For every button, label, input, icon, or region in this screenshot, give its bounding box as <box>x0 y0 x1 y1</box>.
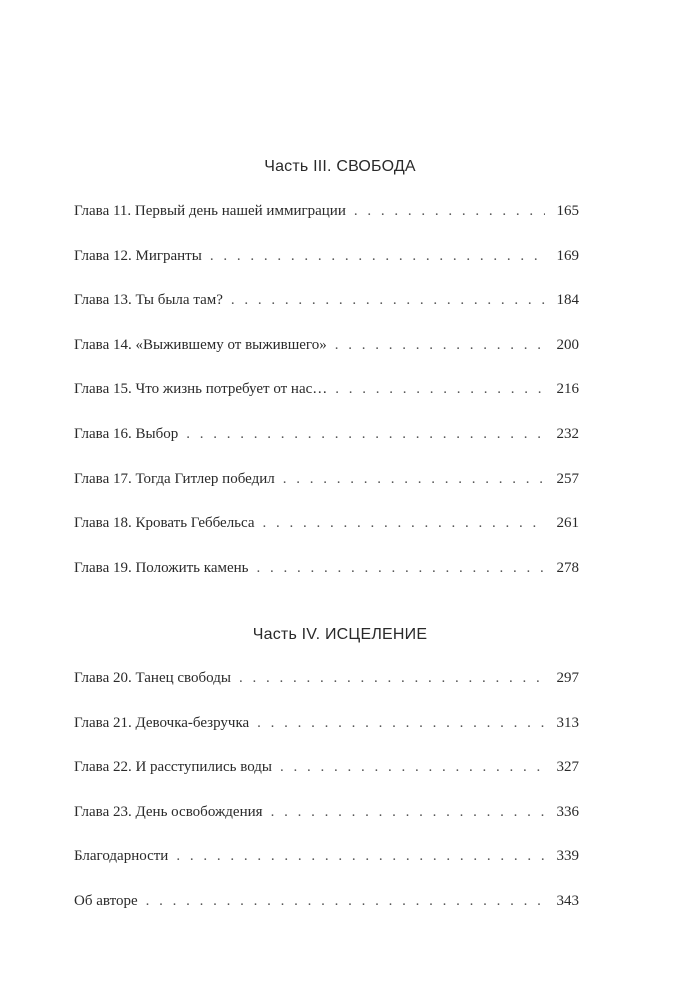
part-4-toc-list <box>74 670 579 938</box>
toc-entry-page-number: 169 <box>556 247 579 264</box>
toc-entry-chapter-19 <box>74 560 579 605</box>
dot-leader <box>257 560 546 577</box>
toc-entry-title: Глава 19. Положить камень <box>74 559 249 576</box>
dot-leader <box>263 515 545 532</box>
dot-leader <box>280 759 545 776</box>
toc-entry-chapter-13 <box>74 292 579 337</box>
toc-entry-chapter-23 <box>74 804 579 849</box>
toc-entry-acknowledgements <box>74 848 579 893</box>
dot-leader <box>146 893 545 910</box>
toc-entry-title: Глава 13. Ты была там? <box>74 292 223 309</box>
part-3-toc-list <box>74 203 579 604</box>
toc-entry-page-number: 165 <box>556 203 579 219</box>
toc-entry-title: Благодарности <box>74 848 169 865</box>
toc-entry-page-number: 343 <box>556 892 579 909</box>
toc-entry-title: Глава 17. Тогда Гитлер победил <box>74 470 275 487</box>
toc-entry-page-number: 232 <box>556 425 579 442</box>
toc-entry-page-number: 200 <box>556 336 579 353</box>
toc-entry-chapter-20 <box>74 670 579 715</box>
dot-leader <box>283 471 545 488</box>
part-3-heading: Часть III. СВОБОДА <box>264 158 416 175</box>
toc-entry-page-number: 216 <box>556 381 579 398</box>
toc-entry-chapter-17 <box>74 471 579 516</box>
dot-leader <box>335 337 545 354</box>
toc-entry-title: Глава 12. Мигранты <box>74 247 202 264</box>
dot-leader <box>354 203 545 220</box>
dot-leader <box>257 715 545 732</box>
toc-entry-page-number: 278 <box>556 559 579 576</box>
dot-leader <box>186 426 545 443</box>
dot-leader <box>271 804 545 821</box>
toc-entry-title: Глава 21. Девочка-безручка <box>74 714 250 731</box>
dot-leader <box>210 248 545 265</box>
toc-entry-title: Глава 20. Танец свободы <box>74 670 231 686</box>
toc-entry-chapter-22 <box>74 759 579 804</box>
toc-entry-title: Глава 11. Первый день нашей иммиграции <box>74 203 346 219</box>
toc-entry-page-number: 313 <box>556 714 579 731</box>
toc-entry-page-number: 261 <box>556 515 579 532</box>
toc-entry-chapter-14 <box>74 337 579 382</box>
toc-entry-title: Глава 23. День освобождения <box>74 803 263 820</box>
toc-entry-title: Глава 18. Кровать Геббельса <box>74 515 255 532</box>
toc-entry-page-number: 339 <box>556 848 579 865</box>
toc-entry-title: Глава 15. Что жизнь потребует от нас… <box>74 381 328 398</box>
dot-leader <box>239 670 545 687</box>
toc-entry-title: Глава 22. И расступились воды <box>74 759 272 776</box>
toc-entry-chapter-15 <box>74 381 579 426</box>
toc-entry-chapter-21 <box>74 715 579 760</box>
toc-entry-page-number: 327 <box>556 759 579 776</box>
toc-entry-chapter-12 <box>74 248 579 293</box>
toc-entry-chapter-18 <box>74 515 579 560</box>
dot-leader <box>335 381 545 398</box>
toc-entry-page-number: 184 <box>556 292 579 309</box>
toc-entry-title: Глава 16. Выбор <box>74 425 179 442</box>
dot-leader <box>176 848 545 865</box>
toc-entry-title: Глава 14. «Выжившему от выжившего» <box>74 336 327 353</box>
toc-entry-chapter-16 <box>74 426 579 471</box>
toc-entry-about-author <box>74 893 579 938</box>
toc-entry-chapter-11 <box>74 203 579 248</box>
dot-leader <box>231 292 545 309</box>
toc-entry-title: Об авторе <box>74 892 138 909</box>
toc-entry-page-number: 257 <box>556 470 579 487</box>
part-4-heading: Часть IV. ИСЦЕЛЕНИЕ <box>252 626 428 643</box>
toc-entry-page-number: 297 <box>556 670 579 686</box>
toc-entry-page-number: 336 <box>556 803 579 820</box>
